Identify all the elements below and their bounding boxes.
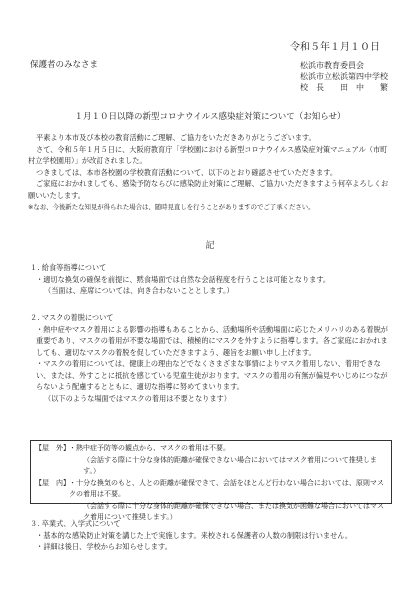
intro-paragraph: ご家庭におかれましても、感染予防ならびに感染防止対策にご理解、ご協力いただきますよう何卒よろしくお願いいたします。 — [28, 179, 389, 200]
section-ceremony — [30, 518, 392, 553]
revision-note: ※なお、今後新たな知見が得られた場合は、随時見直しを行うことがありますのでご了承ください。 — [28, 203, 315, 211]
ki-heading: 記 — [205, 241, 215, 251]
section-line: ・熱中症やマスク着用による影響の指導もあることから、活動場所や活動場面に応じたメリハリのある着脱が重要であり、マスクの着用が不要な場面では、積極的にマスクを外すように指導します。各ご家庭におかれましても、適切なマスクの着脱を促していただきますよう、趣旨をお願い申し上げます。 — [36, 324, 388, 357]
section-line: ・適切な換気の確保を前提に、黙食場面では自然な会話程度を行うことは可能となります。 — [36, 274, 331, 284]
section-line: ・マスクの着用については、健康上の理由などでなくさまざまな事情によりマスク着用しない、着用できない、または、外すことに抵抗を感じている児童生徒がおります。マスクの着用の有無が偏見やいじめにつながらないよう配慮するとともに、適切な指導に努めてまいります。 — [36, 359, 388, 391]
sender-board: 松浜市教育委員会 — [300, 61, 364, 70]
document-title: １月１０日以降の新型コロナウイルス感染症対策について（お知らせ） — [74, 112, 346, 122]
sender-principal: 校 長 田 中 繁 — [300, 83, 388, 92]
section-line: ・詳細は後日、学校からお知らせします。 — [36, 542, 172, 551]
section-line: ・基本的な感染防止対策を講じた上で実施します。来校される保護者の人数の制限は行いません。 — [36, 530, 353, 540]
section-heading: ２. マスクの着脱について — [30, 313, 114, 322]
intro-paragraph: 平素より本市及び本校の教育活動にご理解、ご協力をいただきありがとうございます。 — [36, 133, 316, 142]
document-date: 令和５年１月１０日 — [290, 42, 380, 53]
indoor-row — [35, 478, 387, 501]
section-line: （当面は、座席については、向き合わないこととします。） — [44, 286, 234, 295]
outdoor-row — [35, 443, 387, 455]
intro-paragraph: さて、令和５年１月５日に、大阪府教育庁「学校園における新型コロナウイルス感染症対策マニュアル（市町村立学校園用）」が改訂されました。 — [28, 144, 388, 165]
indoor-tag: 【屋 内】 — [35, 478, 70, 487]
indoor-text: （会話する際に十分な身体的距離が確保できない場合、または換気が困難な場合においてはマスク着用について推奨します。） — [83, 501, 384, 521]
addressee: 保護者のみなさま — [30, 60, 99, 70]
sender-school: 松浜市立松浜第四中学校 — [300, 72, 388, 81]
sender-block — [300, 60, 388, 93]
mask-guidance-box — [30, 440, 392, 521]
outdoor-tag: 【屋 外】 — [35, 444, 70, 452]
section-line: （以下のような場面ではマスクの着用は不要となります） — [44, 393, 231, 403]
section-heading: １. 給食等指導について — [30, 263, 107, 272]
intro-body — [28, 132, 394, 214]
outdoor-text: （会話する際に十分な身体的距離が確保できない場合においてはマスク着用について推奨します。） — [83, 455, 377, 475]
indoor-text: ・十分な換気のもと、人との距離が確保できて、会話をほとんど行わない場合においては、原則マスクの着用は不要。 — [69, 478, 384, 498]
outdoor-text: ・熱中症予防等の観点から、マスクの着用は不要。 — [69, 444, 230, 452]
section-mask — [30, 312, 392, 404]
section-heading: ３. 卒業式、入学式について — [30, 519, 121, 528]
section-lunch — [30, 262, 392, 297]
intro-paragraph: つきましては、本市各校園の学校教育活動について、以下のとおり確認させていただきます。 — [36, 167, 338, 177]
